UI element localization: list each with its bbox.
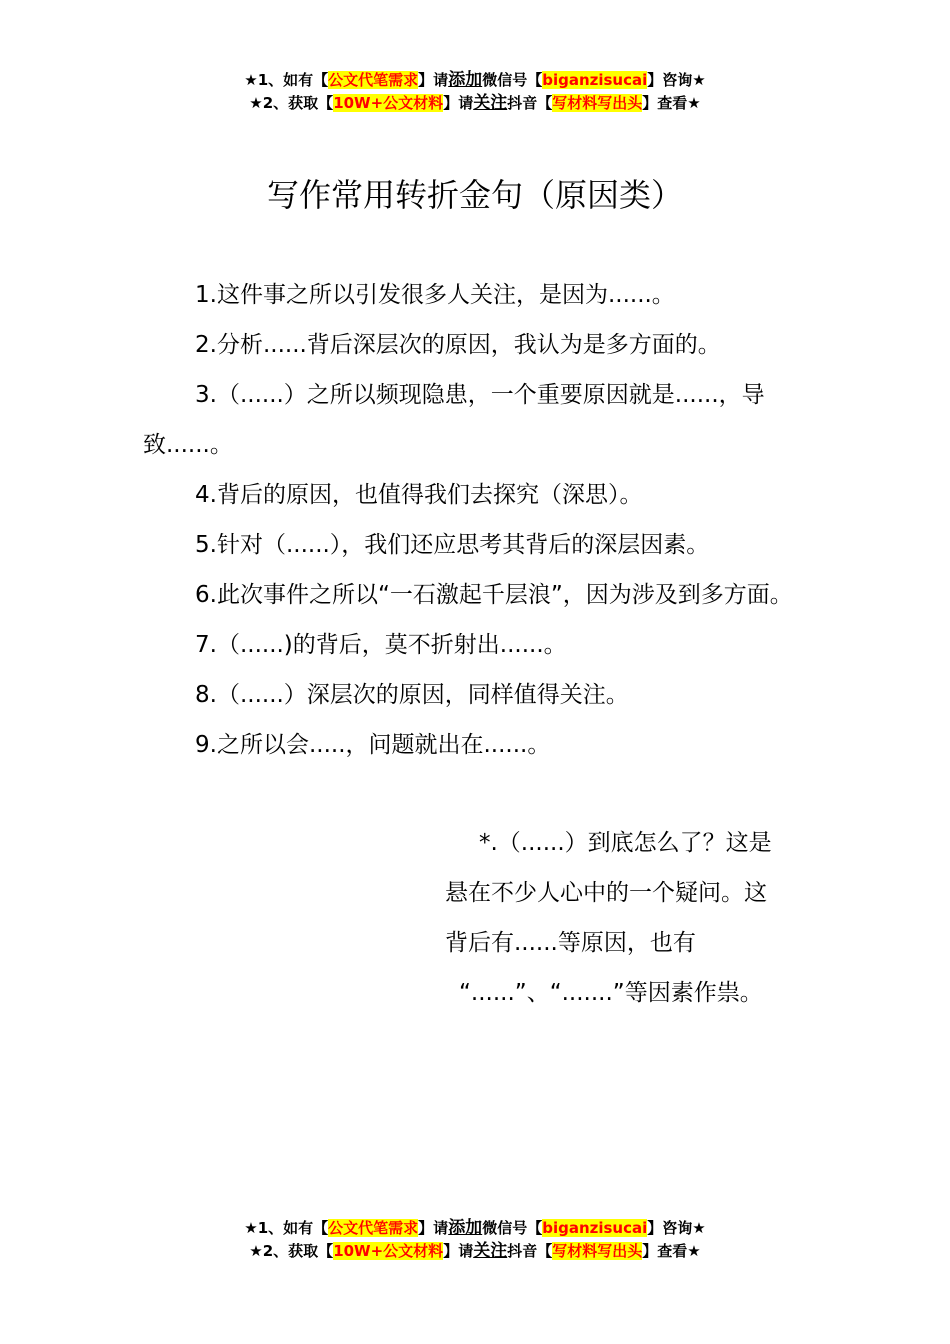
last-item-line: *.（......）到底怎么了？这是 (479, 830, 772, 856)
banner-text: 】咨询★ (647, 1219, 706, 1237)
banner-text: 】咨询★ (647, 71, 706, 89)
banner-line-2 (0, 92, 950, 115)
banner-text: ★2、获取【 (249, 1242, 334, 1260)
page-title: 写作常用转折金句（原因类） (266, 176, 683, 214)
last-item-line: 悬在不少人心中的一个疑问。这 (445, 880, 767, 906)
list-item: 8.（......）深层次的原因，同样值得关注。 (195, 682, 629, 708)
last-item-block (445, 818, 811, 1018)
banner-line-1 (0, 1217, 950, 1240)
document-body (143, 270, 811, 770)
banner-line-2 (0, 1240, 950, 1263)
underlined-add: 添加 (448, 70, 483, 90)
banner-text: 抖音【 (507, 1242, 553, 1260)
footer-banner (0, 1217, 950, 1263)
last-item-line: “......”、“.......”等因素作祟。 (459, 980, 763, 1006)
underlined-follow: 关注 (473, 93, 508, 113)
banner-text: ★1、如有【 (244, 71, 329, 89)
list-item: 9.之所以会.....，问题就出在......。 (195, 732, 551, 758)
list-item: 7.（......)的背后，莫不折射出......。 (195, 632, 567, 658)
banner-text: 微信号【 (482, 71, 543, 89)
highlight-writing-service: 公文代笔需求 (328, 1219, 419, 1237)
banner-line-1 (0, 69, 950, 92)
highlight-materials: 10W+公文材料 (333, 94, 444, 112)
list-item: 6.此次事件之所以“一石激起千层浪”，因为涉及到多方面。 (195, 582, 793, 608)
highlight-douyin-account: 写材料写出头 (552, 1242, 643, 1260)
list-item: 5.针对（......），我们还应思考其背后的深层因素。 (195, 532, 710, 558)
banner-text: 】请 (443, 1242, 474, 1260)
highlight-writing-service: 公文代笔需求 (328, 71, 419, 89)
banner-text: 】查看★ (642, 1242, 701, 1260)
highlight-wechat-id: biganzisucai (542, 71, 648, 89)
list-item: 4.背后的原因，也值得我们去探究（深思）。 (195, 482, 643, 508)
highlight-douyin-account: 写材料写出头 (552, 94, 643, 112)
underlined-add: 添加 (448, 1218, 483, 1238)
banner-text: ★2、获取【 (249, 94, 334, 112)
banner-text: 】请 (418, 71, 449, 89)
highlight-wechat-id: biganzisucai (542, 1219, 648, 1237)
header-banner (0, 69, 950, 115)
banner-text: 】请 (418, 1219, 449, 1237)
list-item: 1.这件事之所以引发很多人关注，是因为......。 (195, 282, 675, 308)
list-item: 2.分析......背后深层次的原因，我认为是多方面的。 (195, 332, 721, 358)
underlined-follow: 关注 (473, 1241, 508, 1261)
banner-text: 】查看★ (642, 94, 701, 112)
banner-text: ★1、如有【 (244, 1219, 329, 1237)
banner-text: 抖音【 (507, 94, 553, 112)
banner-text: 】请 (443, 94, 474, 112)
last-item-line: 背后有......等原因，也有 (445, 930, 696, 956)
list-item: 3.（......）之所以频现隐患，一个重要原因就是......，导致......。 (143, 382, 765, 458)
highlight-materials: 10W+公文材料 (333, 1242, 444, 1260)
banner-text: 微信号【 (482, 1219, 543, 1237)
